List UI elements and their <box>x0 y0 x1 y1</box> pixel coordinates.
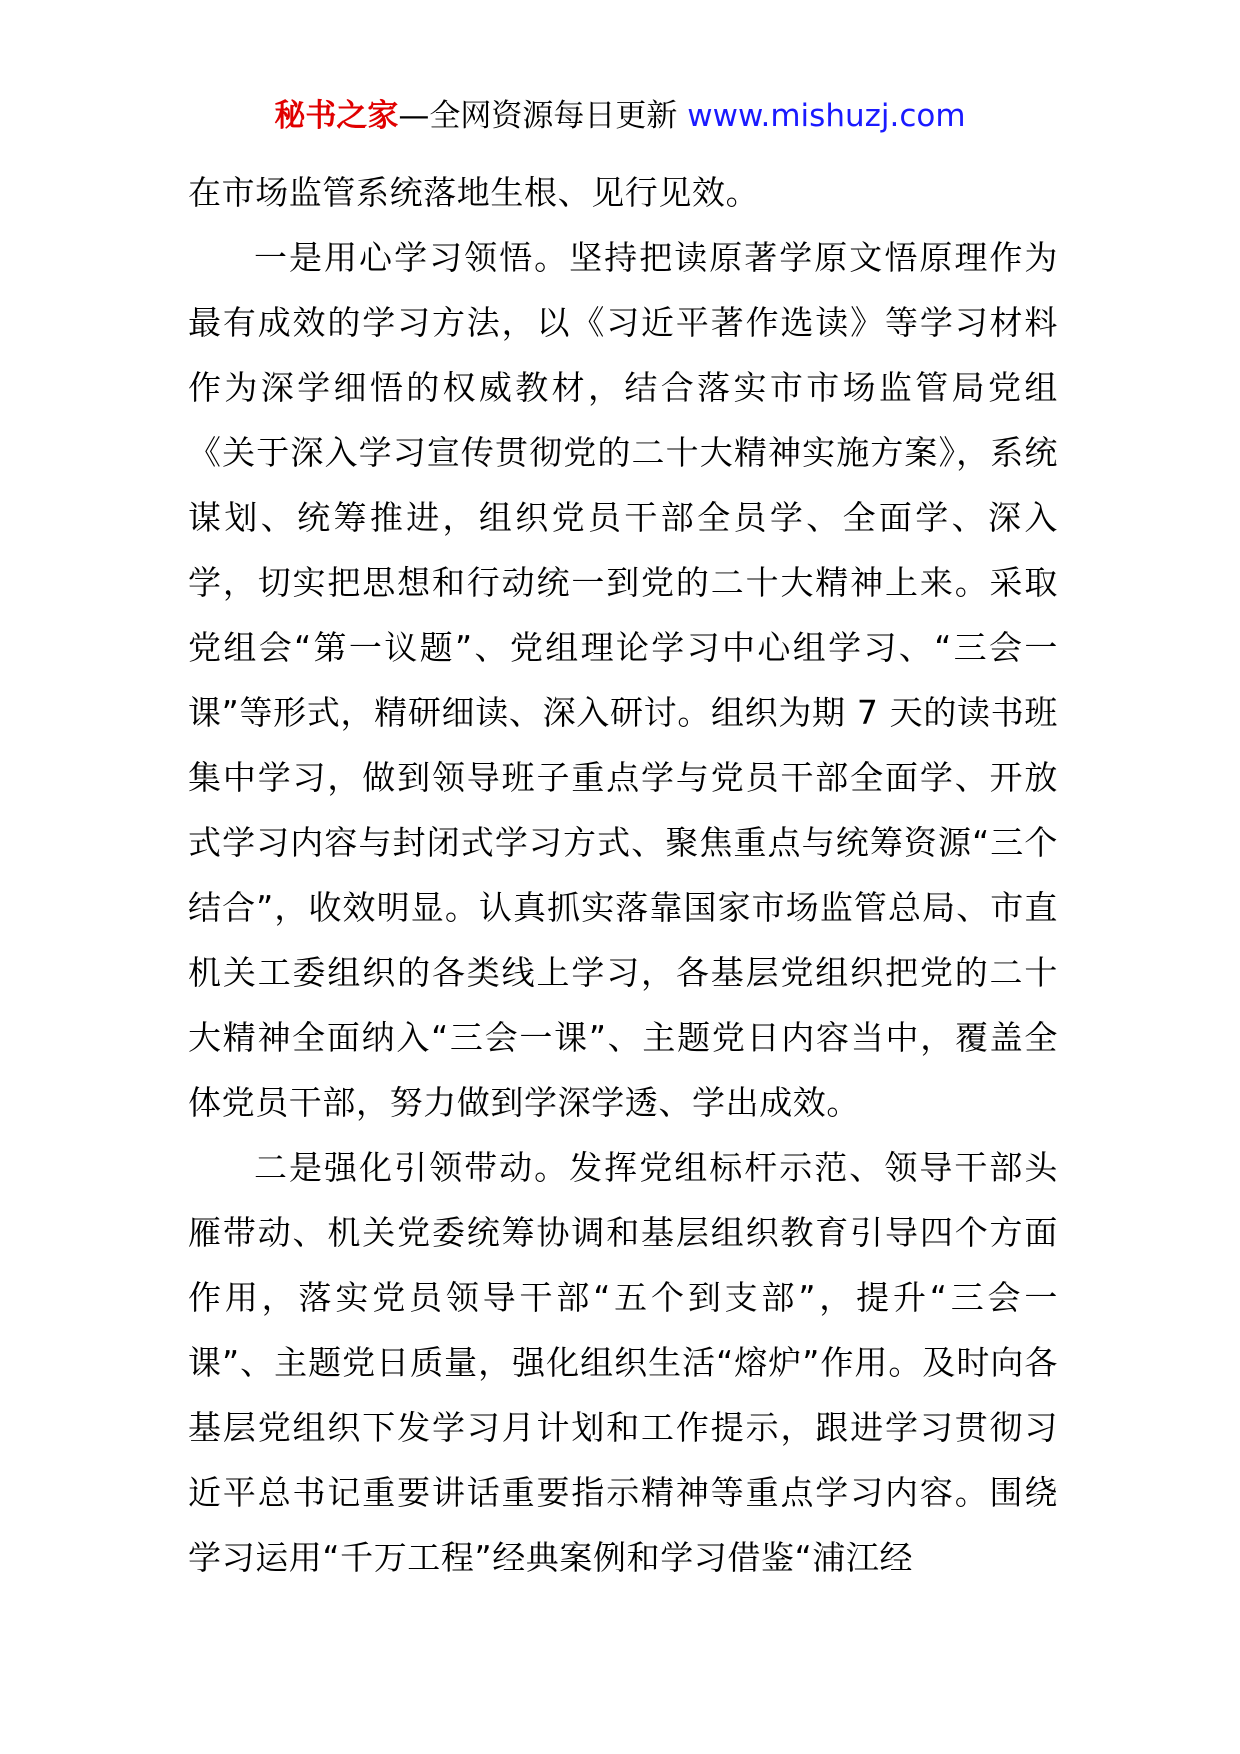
brand-name: 秘书之家 <box>274 98 399 134</box>
paragraph-continuation: 在市场监管系统落地生根、见行见效。 <box>188 173 760 212</box>
document-body <box>188 160 1058 1590</box>
header-tagline: —全网资源每日更新 <box>398 98 678 134</box>
site-header <box>0 96 1240 136</box>
paragraph-leadership: 二是强化引领带动。发挥党组标杆示范、领导干部头雁带动、机关党委统筹协调和基层组织教育引导四个方面作用，落实党员领导干部“五个到支部”，提升“三会一课”、主题党日质量，强化组织生活“熔炉”作用。及时向各基层党组织下发学习月计划和工作提示，跟进学习贯彻习近平总书记重要讲话重要指示精神等重点学习内容。围绕学习运用“千万工程”经典案例和学习借鉴“浦江经 <box>188 1148 1058 1577</box>
paragraph-study: 一是用心学习领悟。坚持把读原著学原文悟原理作为最有成效的学习方法，以《习近平著作选读》等学习材料作为深学细悟的权威教材，结合落实市市场监管局党组《关于深入学习宣传贯彻党的二十大精神实施方案》，系统谋划、统筹推进，组织党员干部全员学、全面学、深入学，切实把思想和行动统一到党的二十大精神上来。采取党组会“第一议题”、党组理论学习中心组学习、“三会一课”等形式，精研细读、深入研讨。组织为期 7 天的读书班集中学习，做到领导班子重点学与党员干部全面学、开放式学习内容与封闭式学习方式、聚焦重点与统筹资源“三个结合”，收效明显。认真抓实落靠国家市场监管总局、市直机关工委组织的各类线上学习，各基层党组织把党的二十大精神全面纳入“三会一课”、主题党日内容当中，覆盖全体党员干部，努力做到学深学透、学出成效。 <box>188 238 1058 1122</box>
site-url-link[interactable]: www.mishuzj.com <box>687 98 966 134</box>
